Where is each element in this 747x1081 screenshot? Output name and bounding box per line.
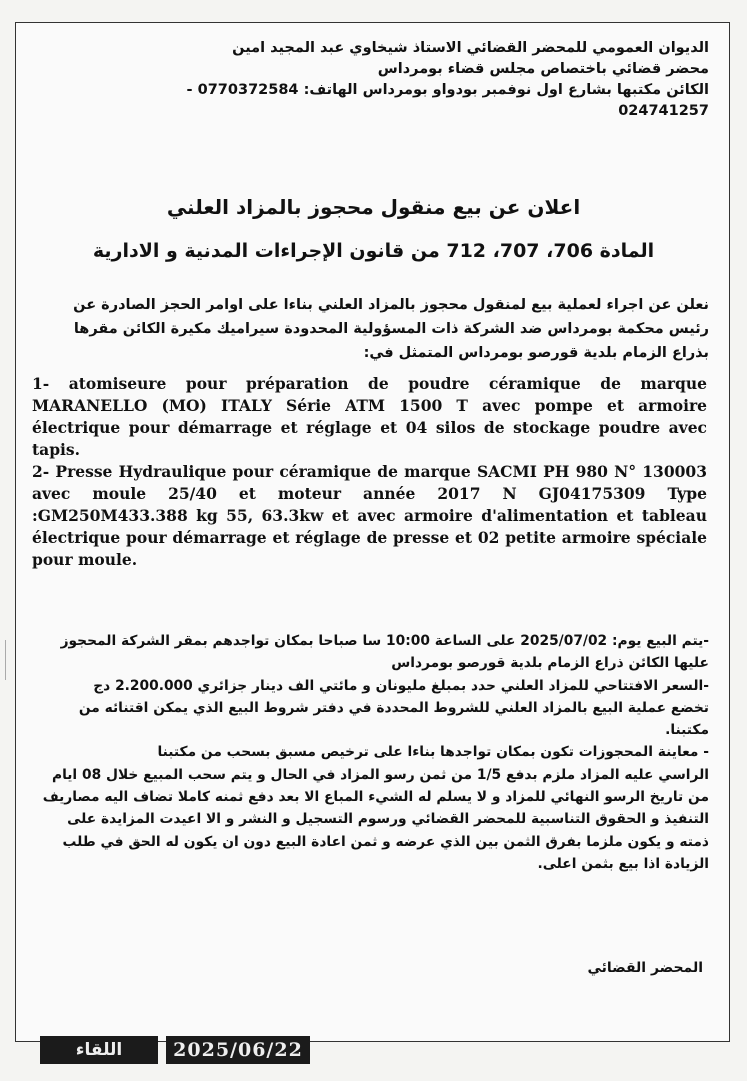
payment-terms-paragraph: الراسي عليه المزاد ملزم بدفع 1/5 من ثمن رسو المزاد في الحال و يتم سحب المبيع خلال 08 ايام من تاريخ الرسو النهائي للمزاد و لا يسلم له الشيء المباع الا بعد دفع ثمنه كاملا تضاف اليه مصاريف التنفيذ و الحقوق التناسبية للمحضر القضائي ورسوم التسجيل و النشر و الا اعيدت المزايدة على ذمته و يكون ملزما بفرق الثمن بين الذي عرضه و ثمن اعادة البيع دون ان يكون له الحق في طلب الزيادة اذا بيع بثمن اعلى. — [42, 766, 709, 872]
publication-date: 2025/06/22 — [166, 1036, 310, 1064]
margin-mark — [5, 640, 13, 680]
bailiff-header — [24, 38, 709, 122]
intro-paragraph: نعلن عن اجراء لعملية بيع لمنقول محجوز بالمزاد العلني بناءا على اوامر الحجز الصادرة عن رئيس محكمة بومرداس ضد الشركة ذات المسؤولية المحدودة سيراميك مكيرة الكائن مقرها بذراع الزمام بلدية قورصو بومرداس المتمثل في: — [73, 297, 709, 361]
sale-date-paragraph: -يتم البيع يوم: 2025/07/02 على الساعة 10:00 سا صباحا بمكان تواجدهم بمقر الشركة المحجوز عليها الكائن ذراع الزمام بلدية قورصو بومرداس — [60, 633, 709, 672]
header-line-1: الديوان العمومي للمحضر القضائي الاستاذ شيخاوي عبد المجيد امين — [232, 40, 709, 56]
legal-articles: المادة 706، 707، 712 من قانون الإجراءات المدنية و الادارية — [92, 240, 655, 262]
conditions-paragraph: تخضع عملية البيع بالمزاد العلني للشروط المحددة في دفتر شروط البيع الذي يمكن اقتنائه من مكتبنا. — [78, 699, 709, 739]
header-line-4: 024741257 — [618, 103, 709, 119]
signature: المحضر القضائي — [587, 960, 703, 976]
opening-price-paragraph: -السعر الافتتاحي للمزاد العلني حدد بمبلغ مليونان و مائتي الف دينار جزائري 2.200.000 دج — [93, 677, 709, 694]
newspaper-name: اللقاء — [40, 1036, 158, 1064]
inspection-paragraph: - معاينة المحجوزات تكون بمكان تواجدها بناءا على ترخيص مسبق بسحب من مكتبنا — [157, 744, 709, 761]
seized-items-list — [32, 373, 707, 571]
header-line-3: الكائن مكتبها بشارع اول نوفمبر بودواو بومرداس الهاتف: 0770372584 - — [186, 82, 709, 98]
seized-item-1: 1- atomiseure pour préparation de poudre céramique de marque MARANELLO (MO) ITALY Série ATM 1500 T avec pompe et armoire électrique pour démarrage et réglage et 04 silos de stockage poudre avec tapis. — [32, 374, 707, 459]
header-line-2: محضر قضائي باختصاص مجلس قضاء بومرداس — [377, 61, 709, 77]
seized-item-2: 2- Presse Hydraulique pour céramique de marque SACMI PH 980 N° 130003 avec moule 25/40 et moteur année 2017 N GJ04175309 Type :GM250M433.388 kg 55, 63.3kw et avec armoire d'alimentation et tableau électrique pour démarrage et réglage de presse et 02 petite armoire spéciale pour moule. — [32, 462, 707, 569]
notice-title: اعلان عن بيع منقول محجوز بالمزاد العلني — [166, 195, 581, 219]
sale-details — [33, 630, 709, 875]
